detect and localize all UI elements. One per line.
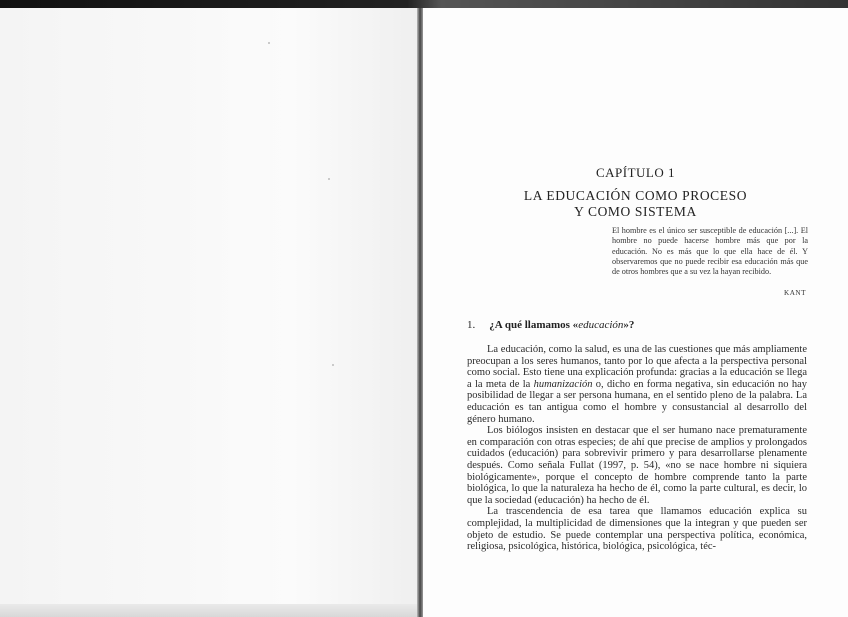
- body-text: [467, 344, 807, 553]
- epigraph-author: KANT: [784, 289, 806, 297]
- chapter-label: CAPÍTULO 1: [595, 165, 676, 180]
- paragraph-1-text: La educación, como la salud, es una de las cuestiones que más ampliamente preocupan a los seres humanos, tanto por lo que afecta a la perspectiva personal como social. Esto tiene una explicación profunda: gracias a la educación se llega a la meta de la: [467, 344, 807, 390]
- scan-speck: [268, 42, 270, 44]
- section-heading-term: educación: [578, 319, 624, 331]
- paragraph-1: [467, 344, 807, 425]
- section-heading-text: ¿A qué llamamos «: [489, 319, 579, 331]
- paragraph-2-text: Los biólogos insisten en destacar que el ser humano nace prematuramente en comparación con otras especies; de ahí que precise de amplios y prolongados cuidados (educación) para sobrevivir primero y para desarrollarse plenamente después. Como señala Fullat (1997, p. 54), «no se nace hombre ni siquiera biológicamente», porque el concepto de hombre comprende tanto la parte biológica, lo que la naturaleza ha hecho de él, como la parte cultural, es decir, lo que la sociedad (educación) ha hecho de él.: [467, 425, 807, 506]
- scan-speck: [332, 364, 334, 366]
- section-heading-close: »?: [623, 319, 635, 331]
- left-blank-page: [0, 8, 418, 608]
- paragraph-3-text: La trascendencia de esa tarea que llamamos educación explica su complejidad, la multiplicidad de dimensiones que la integran y que pueden ser objeto de estudio. Se puede contemplar una perspectiva política, económica, religiosa, psicológica, histórica, biológica, psicológica, téc-: [467, 506, 807, 553]
- scan-top-border: [0, 0, 848, 8]
- paragraph-2: [467, 425, 807, 506]
- paragraph-1-text-end: o, dicho en forma negativa, sin educación no hay posibilidad de llegar a ser persona humana, en el sentido pleno de la palabra. La educación es tan antigua como el hombre y consustancial al desarrollo del género humano.: [467, 378, 807, 425]
- chapter-title-line-2: Y COMO SISTEMA: [574, 204, 697, 219]
- section-number: 1.: [467, 319, 476, 331]
- scan-speck: [328, 178, 330, 180]
- paragraph-3: [467, 506, 807, 552]
- chapter-title-line-1: LA EDUCACIÓN COMO PROCESO: [523, 188, 748, 203]
- section-heading: [467, 319, 634, 331]
- epigraph-quote: El hombre es el único ser susceptible de educación [...]. El hombre no puede hacerse hombre más que por la educación. No es más que lo que ella hace de él. Y observaremos que no puede recibir esa educación más que de otros hombres que a su vez la hayan recibido.: [612, 226, 808, 277]
- paragraph-1-emphasis: humanización: [533, 378, 593, 390]
- left-page-bottom-shadow: [0, 604, 418, 617]
